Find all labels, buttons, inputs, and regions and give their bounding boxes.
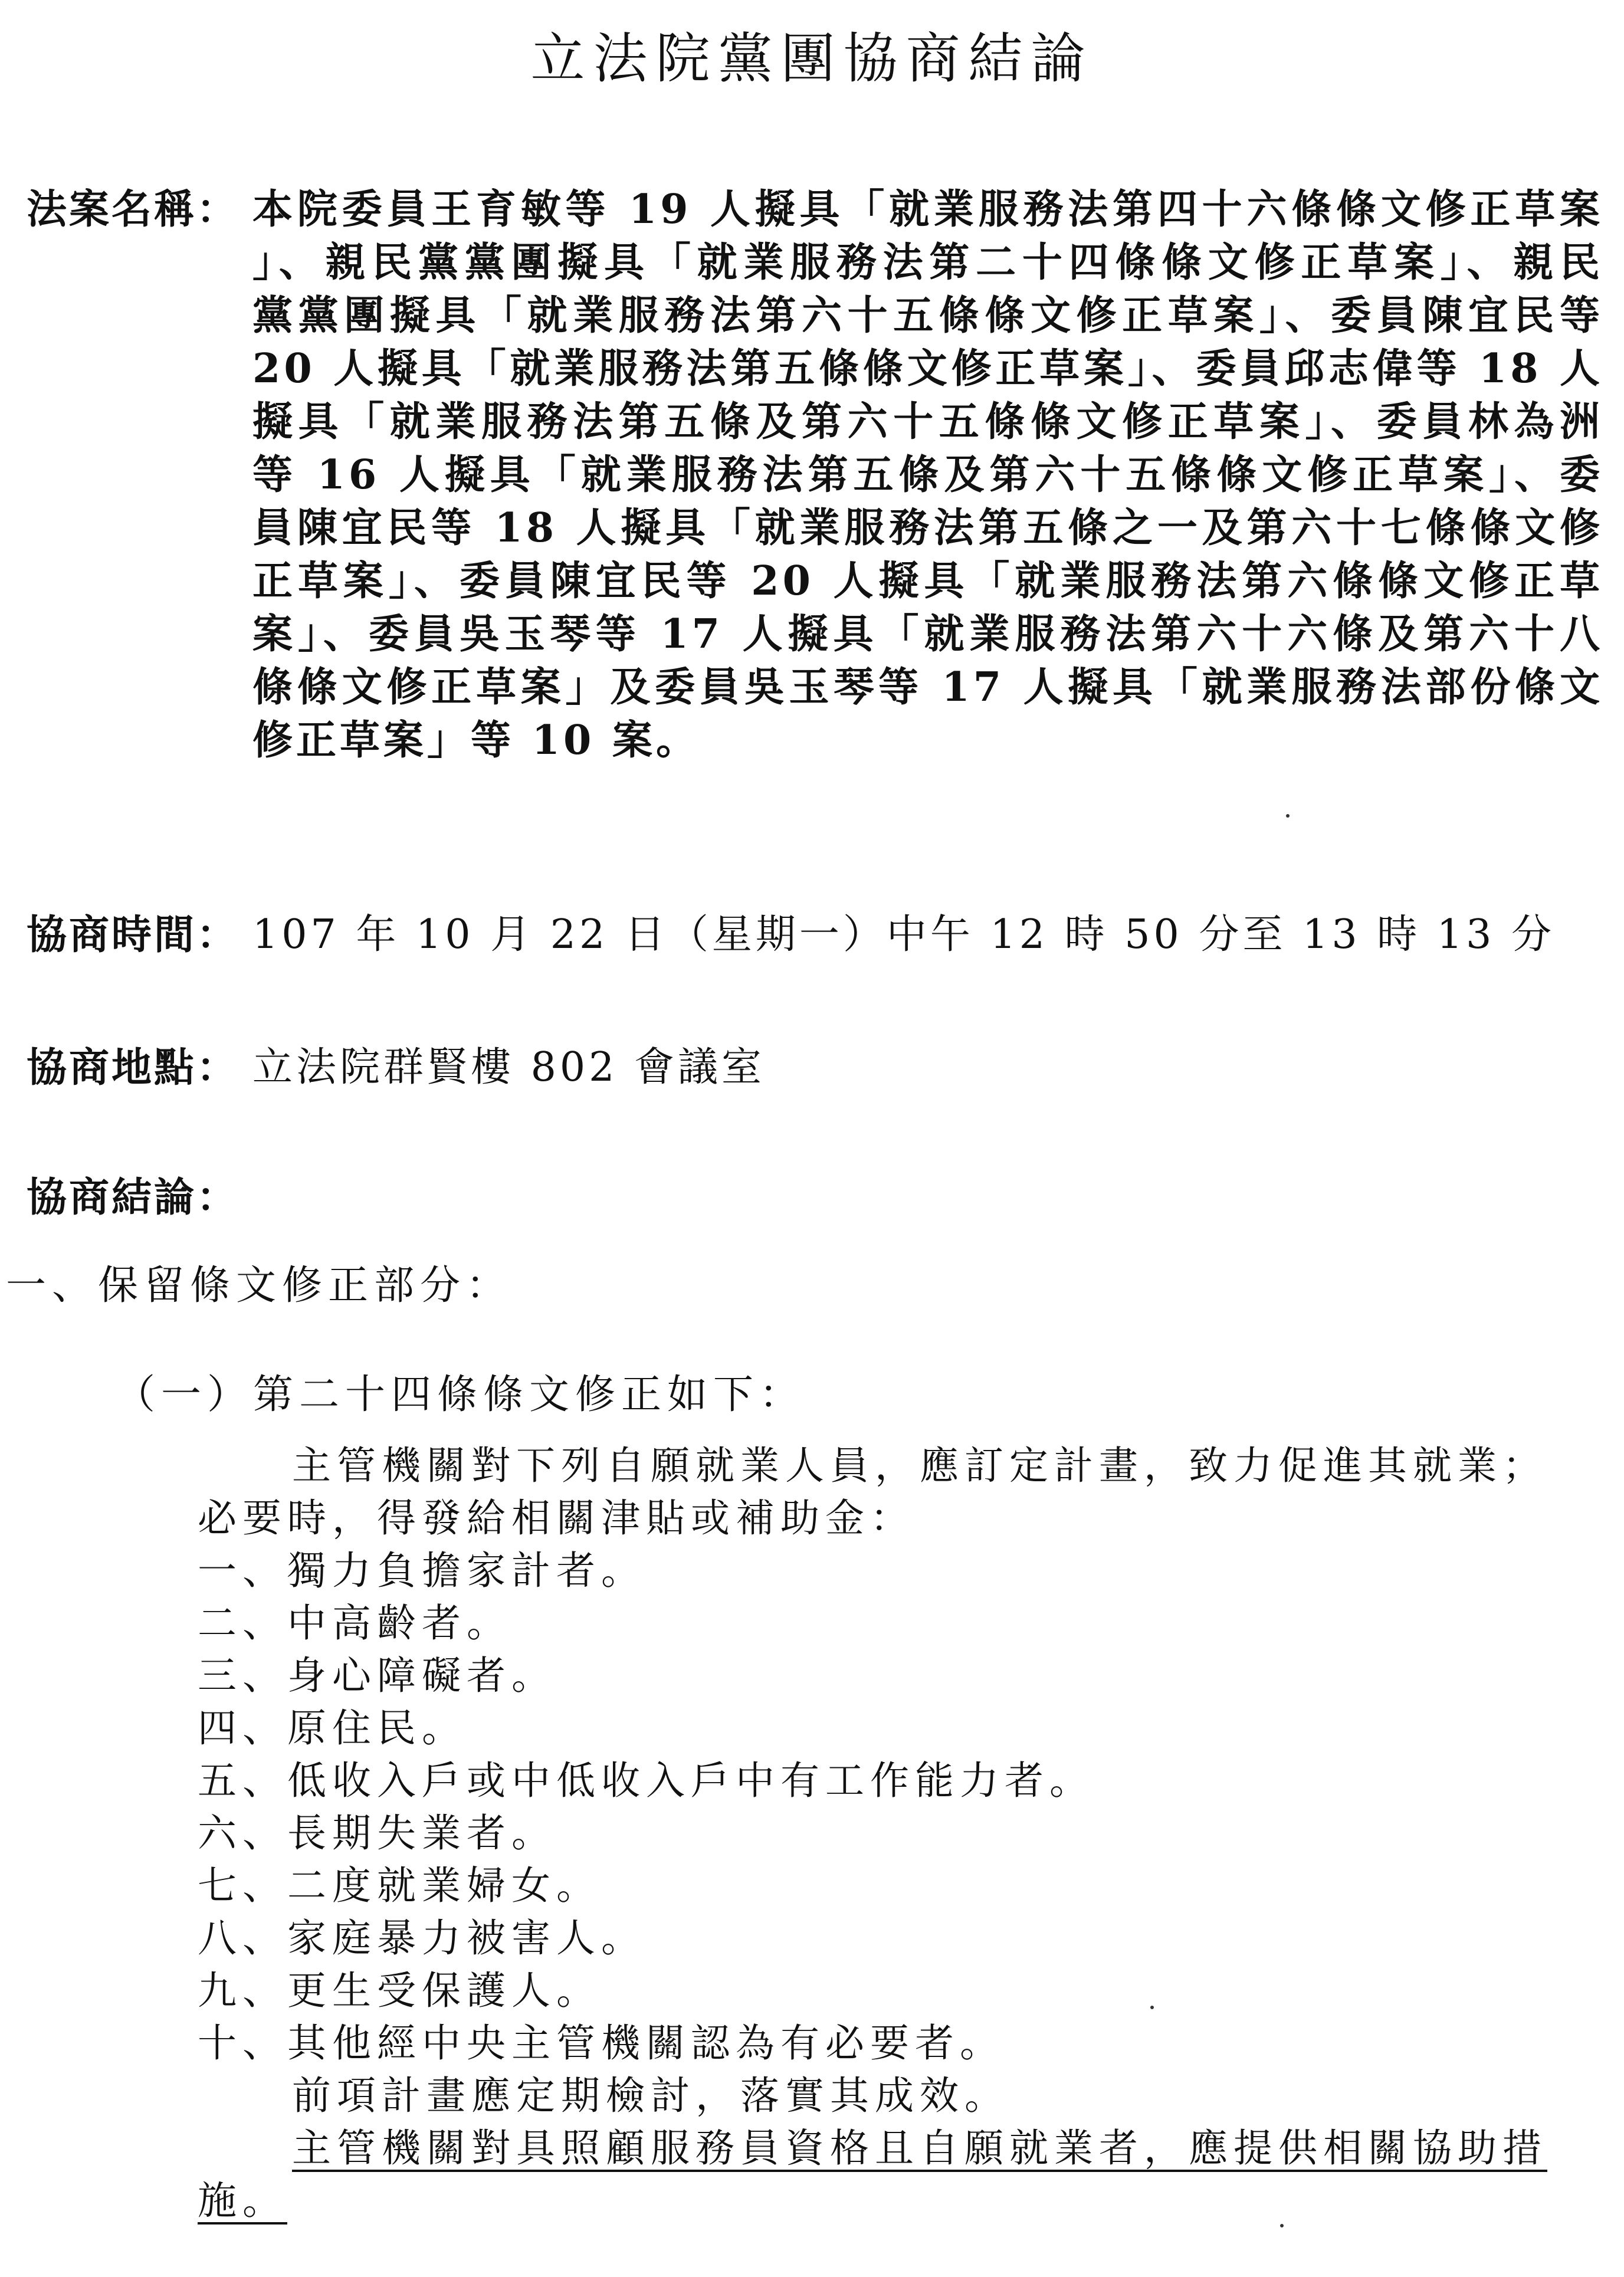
bill-line: 擬具「就業服務法第五條及第六十五條條文修正草案」、委員林為洲 [252, 398, 1603, 445]
place-label: 協商地點： [27, 1044, 240, 1091]
section-heading: 一、保留條文修正部分： [6, 1262, 513, 1309]
article-amendment-line [198, 2174, 1602, 2227]
time-value: 107 年 10 月 22 日（星期一）中午 12 時 50 分至 13 時 13 分 [252, 911, 1555, 958]
list-item: 七、二度就業婦女。 [198, 1863, 601, 1908]
scan-speck [1280, 2224, 1284, 2227]
sub-heading: （一）第二十四條條文修正如下： [115, 1372, 806, 1418]
article-intro-line: 必要時，得發給相關津貼或補助金： [198, 1495, 915, 1541]
list-item: 十、其他經中央主管機關認為有必要者。 [198, 2020, 1005, 2066]
time-label: 協商時間： [27, 911, 240, 959]
amendment-text: 施。 [198, 2178, 287, 2223]
amendment-text: 主管機關對具照顧服務員資格且自願就業者，應提供相關協助措 [292, 2125, 1547, 2171]
article-intro-line: 主管機關對下列自願就業人員，應訂定計畫，致力促進其就業； [292, 1443, 1547, 1488]
conclusion-label: 協商結論： [27, 1174, 240, 1221]
bill-line: 本院委員王育敏等 19 人擬具「就業服務法第四十六條條文修正草案 [252, 186, 1603, 233]
list-item: 一、獨力負擔家計者。 [198, 1548, 646, 1593]
list-item: 三、身心障礙者。 [198, 1653, 556, 1698]
article-text [198, 1439, 1602, 2227]
bill-line: 員陳宜民等 18 人擬具「就業服務法第五條之一及第六十七條條文修 [252, 504, 1603, 552]
bill-text [252, 183, 1609, 767]
bill-line: 」、親民黨黨團擬具「就業服務法第二十四條條文修正草案」、親民 [252, 239, 1603, 286]
bill-label: 法案名稱： [27, 186, 240, 233]
bill-line: 修正草案」等 10 案。 [252, 717, 700, 764]
list-item: 九、更生受保護人。 [198, 1968, 601, 2013]
article-amendment-line [198, 2122, 1602, 2174]
bill-line: 20 人擬具「就業服務法第五條條文修正草案」、委員邱志偉等 18 人 [252, 345, 1603, 392]
bill-line: 案」、委員吳玉琴等 17 人擬具「就業服務法第六十六條及第六十八 [252, 611, 1603, 658]
scan-speck [1286, 814, 1290, 818]
list-item: 四、原住民。 [198, 1705, 467, 1751]
scan-speck [1150, 2006, 1154, 2009]
list-item: 八、家庭暴力被害人。 [198, 1915, 646, 1961]
bill-line: 黨黨團擬具「就業服務法第六十五條條文修正草案」、委員陳宜民等 [252, 292, 1603, 339]
place-value: 立法院群賢樓 802 會議室 [252, 1044, 766, 1091]
document-title: 立法院黨團協商結論 [530, 27, 1094, 90]
list-item: 二、中高齡者。 [198, 1600, 511, 1646]
bill-line: 條條文修正草案」及委員吳玉琴等 17 人擬具「就業服務法部份條文 [252, 664, 1603, 711]
bill-line: 正草案」、委員陳宜民等 20 人擬具「就業服務法第六條條文修正草 [252, 557, 1603, 605]
list-item: 六、長期失業者。 [198, 1810, 556, 1856]
article-paragraph: 前項計畫應定期檢討，落實其成效。 [292, 2073, 1009, 2118]
list-item: 五、低收入戶或中低收入戶中有工作能力者。 [198, 1758, 1094, 1803]
bill-line: 等 16 人擬具「就業服務法第五條及第六十五條條文修正草案」、委 [252, 451, 1603, 498]
